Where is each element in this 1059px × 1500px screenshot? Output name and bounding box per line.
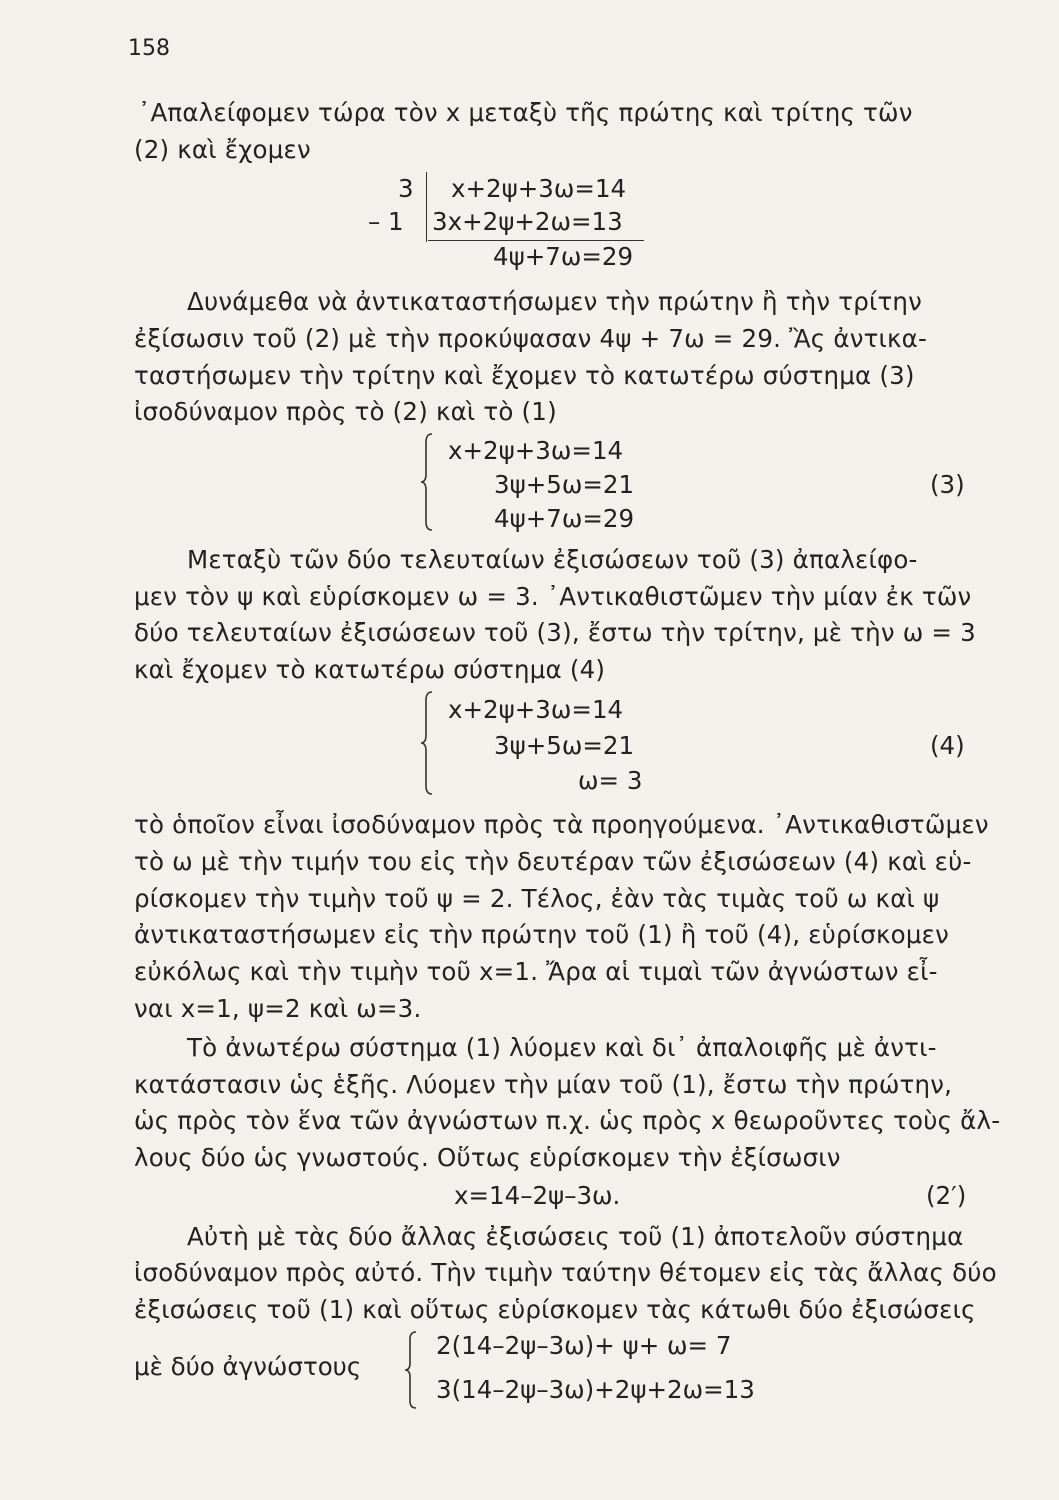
para2-line2: ἐξίσωσιν τοῦ (2) μὲ τὴν προκύψασαν 4ψ + 7ω = 29. Ἂς ἀντικα- [134,324,928,353]
system3-eq1: x+2ψ+3ω=14 [448,436,624,465]
elim-vertical-rule [426,172,427,242]
para6-line3: ἐξισώσεις τοῦ (1) καὶ οὕτως εὑρίσκομεν τὰς κάτωθι δύο ἐξισώσεις [134,1295,976,1324]
para4-line4: ἀντικαταστήσωμεν εἰς τὴν πρώτην τοῦ (1) ἢ τοῦ (4), εὑρίσκομεν [134,920,949,949]
final-eq2: 3(14–2ψ–3ω)+2ψ+2ω=13 [436,1375,755,1404]
para4-line3: ρίσκομεν τὴν τιμὴν τοῦ ψ = 2. Τέλος, ἐὰν τὰς τιμὰς τοῦ ω καὶ ψ [134,884,940,913]
para4-line5: εὐκόλως καὶ τὴν τιμὴν τοῦ x=1. Ἄρα αἱ τιμαὶ τῶν ἀγνώστων εἶ- [134,957,938,986]
equation-2prime: x=14–2ψ–3ω. [454,1181,621,1210]
para6-line1: Αὐτὴ μὲ τὰς δύο ἄλλας ἐξισώσεις τοῦ (1) ἀποτελοῦν σύστημα [187,1222,964,1251]
page-number: 158 [128,36,170,61]
system3-label: (3) [930,470,965,499]
system3-brace [420,432,434,532]
equation-2prime-label: (2′) [926,1181,967,1210]
system4-brace [420,690,434,796]
final-system-brace [404,1330,418,1410]
para4-line2: τὸ ω μὲ τὴν τιμήν του εἰς τὴν δευτέραν τῶν ἐξισώσεων (4) καὶ εὑ- [134,847,972,876]
para4-line1: τὸ ὁποῖον εἶναι ἰσοδύναμον πρὸς τὰ προηγούμενα. ᾿Αντικαθιστῶμεν [134,810,989,839]
system4-label: (4) [930,731,965,760]
system3-eq2: 3ψ+5ω=21 [494,470,635,499]
final-lead-text: μὲ δύο ἀγνώστους [134,1352,362,1381]
para5-line4: λους δύο ὡς γνωστούς. Οὕτως εὑρίσκομεν τὴν ἐξίσωσιν [134,1143,841,1172]
para1-line2: (2) καὶ ἔχομεν [134,135,311,164]
final-eq1: 2(14–2ψ–3ω)+ ψ+ ω= 7 [436,1331,732,1360]
para2-line3: ταστήσωμεν τὴν τρίτην καὶ ἔχομεν τὸ κατωτέρω σύστημα (3) [134,361,915,390]
elim-equation-2: 3x+2ψ+2ω=13 [432,207,623,236]
elim-multiplier-1: 3 [398,174,414,203]
para1-line1: ᾿Απαλείφομεν τώρα τὸν x μεταξὺ τῆς πρώτης καὶ τρίτης τῶν [138,98,913,127]
para6-line2: ἰσοδύναμον πρὸς αὐτό. Τὴν τιμὴν ταύτην θέτομεν εἰς τὰς ἄλλας δύο [134,1258,997,1287]
elim-sum-rule [428,240,644,241]
para2-line1: Δυνάμεθα νὰ ἀντικαταστήσωμεν τὴν πρώτην ἢ τὴν τρίτην [187,287,923,316]
system4-eq2: 3ψ+5ω=21 [494,731,635,760]
para3-line3: δύο τελευταίων ἐξισώσεων τοῦ (3), ἔστω τὴν τρίτην, μὲ τὴν ω = 3 [134,618,976,647]
system4-eq3: ω= 3 [578,766,643,795]
para5-line2: κατάστασιν ὡς ἑξῆς. Λύομεν τὴν μίαν τοῦ (1), ἔστω τὴν πρώτην, [134,1070,953,1099]
system3-eq3: 4ψ+7ω=29 [494,504,635,533]
para3-line1: Μεταξὺ τῶν δύο τελευταίων ἐξισώσεων τοῦ (3) ἀπαλείφο- [187,545,918,574]
para2-line4: ἰσοδύναμον πρὸς τὸ (2) καὶ τὸ (1) [134,397,557,426]
elim-multiplier-2: – 1 [368,207,404,236]
para3-line2: μεν τὸν ψ καὶ εὑρίσκομεν ω = 3. ᾿Αντικαθιστῶμεν τὴν μίαν ἐκ τῶν [134,582,972,611]
para5-line1: Τὸ ἀνωτέρω σύστημα (1) λύομεν καὶ δι᾿ ἀπαλοιφῆς μὲ ἀντι- [187,1033,937,1062]
para5-line3: ὡς πρὸς τὸν ἕνα τῶν ἀγνώστων π.χ. ὡς πρὸς x θεωροῦντες τοὺς ἄλ- [134,1106,1001,1135]
elim-equation-1: x+2ψ+3ω=14 [451,174,627,203]
system4-eq1: x+2ψ+3ω=14 [448,695,624,724]
elim-result: 4ψ+7ω=29 [493,242,634,271]
para3-line4: καὶ ἔχομεν τὸ κατωτέρω σύστημα (4) [134,655,606,684]
para4-line6: ναι x=1, ψ=2 καὶ ω=3. [134,994,422,1023]
